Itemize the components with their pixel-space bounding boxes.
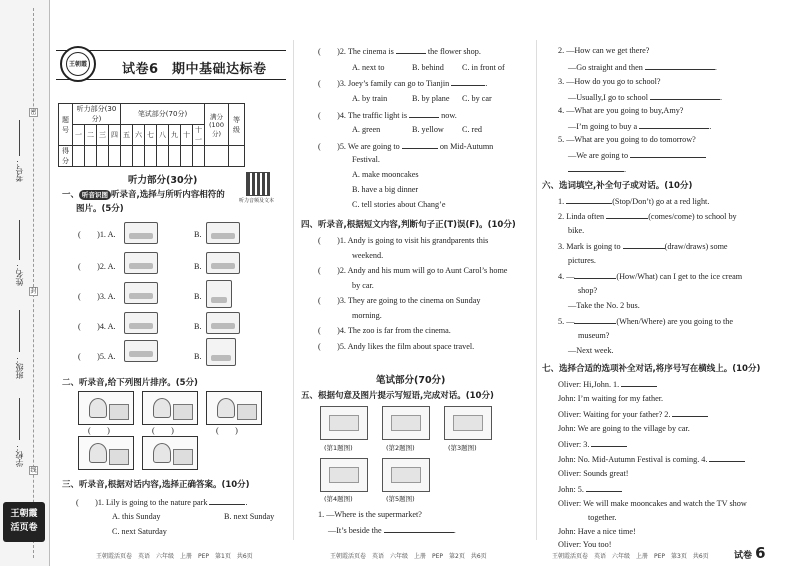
dialogue-line [558,379,657,390]
fill-question-cont: museum? [578,331,610,340]
listening-header: 听力部分(30分) [73,104,121,125]
dialogue-text: John: 5. [558,485,584,494]
taxi-icon [124,312,158,334]
score-cell[interactable] [109,146,121,167]
map-image [320,406,368,440]
section-4-title: 四、听录音,根据短文内容,判断句子正(T)误(F)。(10分) [301,220,516,230]
question [318,141,493,152]
dialogue-text: —It’s beside the [328,526,382,535]
option: B. yellow [412,125,444,134]
bookstore-icon [124,222,158,244]
dialogue-line: 5. —What are you going to do tomorrow? [558,135,696,144]
dialogue-line [558,439,627,450]
shopping-image [320,458,368,492]
brand-line: 活页卷 [10,523,38,533]
answer-blank[interactable] [384,525,454,533]
fill-question-cont: bike. [568,226,585,235]
col-number: 一 [73,125,85,146]
score-cell[interactable] [97,146,109,167]
question-text: 2. Linda often [558,212,605,221]
qr-code-icon[interactable] [246,172,270,196]
tf-question-cont: morning. [352,311,382,320]
page-footer: 王朝霞活页卷 英语 六年级 上册 PEP 第3页 共6页 [552,553,709,560]
option: A. this Sunday [112,512,161,521]
answer-blank[interactable] [209,497,245,505]
name-line [19,220,20,260]
fill-question [558,211,737,222]
section-number: 一、 [62,190,80,200]
dialogue-text: —We are going to [568,151,629,160]
book-icon [206,280,232,308]
tf-question-cont: weekend. [352,251,384,260]
answer-blank[interactable] [574,316,616,324]
section-7-title: 七、选择合适的选项补全对话,将序号写在横线上。(10分) [542,364,761,374]
boy-reading-icon [206,338,236,366]
dialogue-line: 1. —Where is the supermarket? [318,510,422,519]
answer-blank[interactable] [606,211,648,219]
score-cell[interactable] [169,146,181,167]
answer-blank[interactable] [623,241,665,249]
answer-blank[interactable] [645,62,715,70]
seal-mark: 密 [30,109,37,116]
question-cont: Festival. [352,155,380,164]
dialogue-line: 4. —What are you going to buy,Amy? [558,106,684,115]
dialogue-line [558,484,622,495]
answer-blank[interactable] [574,271,616,279]
fill-question [558,271,742,282]
question-text: 4. — [558,272,575,281]
qr-caption: 听力音频及文本 [239,198,275,204]
dialogue-text: Oliver: Waiting for your father? 2. [558,410,671,419]
section-text: 听录音,选择与所听内容相符的 [111,190,225,200]
cut-line [33,8,34,558]
writing-header: 笔试部分(70分) [121,104,205,125]
question-3-label: ( )3. A. [78,292,116,301]
badge-label: 试卷 [734,551,753,561]
dialogue-text: —Go straight and then [568,63,643,72]
image-caption: (第4题图) [324,495,353,503]
question-2-label: ( )2. A. [78,262,116,271]
page-footer: 王朝霞活页卷 英语 六年级 上册 PEP 第1页 共6页 [96,553,253,560]
answer-blank[interactable] [568,164,624,172]
seal-mark: 线 [30,467,37,474]
fill-question [558,241,728,252]
score-cell[interactable] [145,146,157,167]
question-text: (When/Where) are you going to the [616,317,733,326]
answer-blank[interactable] [396,46,426,54]
paper-number-badge [734,544,766,562]
answer-blank[interactable] [672,409,708,417]
image-caption: (第5题图) [386,495,415,503]
option: C. by car [462,94,492,103]
dialogue-text: Oliver: Hi,John. 1. [558,380,620,389]
answer-blank[interactable] [709,454,745,462]
answer-paren: ( ) [88,426,110,435]
brand-logo [3,502,45,542]
answer-blank[interactable] [402,141,438,149]
children-playing-icon [124,340,158,362]
tf-question: ( )5. Andy likes the film about space travel. [318,342,475,351]
logo-text: 王朝霞 [66,52,90,76]
writing-heading: 笔试部分(70分) [376,375,446,386]
fill-question-cont: shop? [578,286,598,295]
dialogue-line [568,150,706,161]
school-line [19,398,20,440]
fill-question-cont: —Take the No. 2 bus. [568,301,640,310]
binding-strip [0,0,50,566]
section-1-title-cont: 图片。(5分) [76,204,124,214]
building-image [142,436,198,470]
dialogue-line: —Go straight and then . [568,63,717,72]
question-text: the flower shop. [427,47,481,56]
dialogue-line [558,454,745,465]
dialogue-line: 2. —How can we get there? [558,46,650,55]
dialogue-line: —It’s beside the . [328,526,456,535]
image-caption: (第2题图) [386,444,415,452]
class-line [19,310,20,352]
score-table [58,103,245,167]
option: A. green [352,125,381,134]
train-icon [124,252,158,274]
dialogue-line: —Usually,I go to school . [568,93,723,102]
brand-line: 王朝霞 [10,509,38,519]
col-number: 六 [133,125,145,146]
grade-header: 等级 [229,104,245,146]
answer-blank[interactable] [566,196,612,204]
answer-blank[interactable] [650,92,720,100]
answer-paren: ( ) [152,426,174,435]
question-text: ( )5. We are going to [318,142,400,151]
answer-blank[interactable] [409,110,439,118]
option-b-label: B. [194,262,202,271]
option: B. behind [412,63,444,72]
tf-question-cont: by car. [352,281,374,290]
fill-question [558,316,733,327]
badge-number: 6 [755,544,766,562]
ship-icon [206,312,240,334]
score-cell[interactable] [205,146,229,167]
page-title: 试卷6 期中基础达标卷 [122,62,267,77]
option: C. next Saturday [112,527,167,536]
option: A. next to [352,63,385,72]
col-number: 五 [121,125,133,146]
score-cell[interactable] [133,146,145,167]
question-text: (draw/draws) some [664,242,728,251]
score-cell[interactable] [229,146,245,167]
section-6-title: 六、选词填空,补全句子或对话。(10分) [542,181,693,191]
dialogue-text: —Usually,I go to school [568,93,648,102]
question-text: ( )3. Joey’s family can go to Tianjin [318,79,450,88]
tf-question: ( )2. Andy and his mum will go to Aunt Carol’s home [318,266,508,275]
page-footer: 王朝霞活页卷 英语 六年级 上册 PEP 第2页 共6页 [330,553,487,560]
column-divider [536,40,537,540]
section-3-title: 三、听录音,根据对话内容,选择正确答案。(10分) [62,480,250,490]
activity-image [382,458,430,492]
listening-tag: 听音识图 [79,190,111,200]
section-2-title: 二、听录音,给下列图片排序。(5分) [62,378,198,388]
question-text: 3. Mark is going to [558,242,621,251]
score-cell[interactable] [121,146,133,167]
dialogue-line: Oliver: Sounds great! [558,469,629,478]
col-number: 三 [97,125,109,146]
option-b-label: B. [194,292,202,301]
question-text: now. [441,111,457,120]
dialogue-line: —I’m going to buy a . [568,122,712,131]
dialogue-line: 3. —How do you go to school? [558,77,661,86]
image-caption: (第3题图) [448,444,477,452]
direction-image [382,406,430,440]
question-text: ( )1. Lily is going to the nature park [76,498,208,507]
option: A. by train [352,94,388,103]
score-label: 得分 [59,146,73,167]
question-text: on Mid-Autumn [439,142,494,151]
question: ( )3. Joey’s family can go to Tianjin . [318,79,488,88]
seal-mark: 封 [30,288,37,295]
col-number: 四 [109,125,121,146]
answer-blank[interactable] [621,379,657,387]
option: C. red [462,125,483,134]
answer-blank[interactable] [451,78,485,86]
score-cell[interactable] [193,146,205,167]
dialogue-line: John: I’m waiting for my father. [558,394,664,403]
image-caption: (第1题图) [324,444,353,452]
dialogue-text: John: No. Mid-Autumn Festival is coming. 4. [558,455,708,464]
crossroad-image [78,436,134,470]
exam-number-label: 考号： [15,158,24,182]
answer-blank[interactable] [639,121,709,129]
fill-question-cont: pictures. [568,256,596,265]
dialogue-line: John: We are going to the village by car. [558,424,690,433]
answer-blank[interactable] [586,484,622,492]
question-text: (Stop/Don’t) go at a red light. [612,197,710,206]
hospital-icon [206,222,240,244]
col-number: 七 [145,125,157,146]
section-5-title: 五、根据句意及图片提示写短语,完成对话。(10分) [301,391,494,401]
dialogue-line: Oliver: You too! [558,540,612,549]
dialogue-line: . [568,164,626,175]
option: C. in front of [462,63,505,72]
col-number: 十 [181,125,193,146]
dialogue-line: Oliver: We will make mooncakes and watch the TV show [558,499,747,508]
plane-icon [206,252,240,274]
class-label: 班级： [15,355,24,379]
tf-question: ( )1. Andy is going to visit his grandparents this [318,236,489,245]
option: B. next Sunday [224,512,275,521]
option: B. have a big dinner [352,185,419,194]
answer-blank[interactable] [591,439,627,447]
fill-question: 1. (Stop/Don’t) go at a red light. [558,197,710,206]
question-text: 5. — [558,317,575,326]
image-3 [206,391,262,425]
question-1-label: ( )1. A. [78,230,116,239]
question-5-label: ( )5. A. [78,352,116,361]
tf-question: ( )4. The zoo is far from the cinema. [318,326,451,335]
col-number: 二 [85,125,97,146]
column-divider [293,40,294,540]
dialogue-line: John: Have a nice time! [558,527,636,536]
score-cell[interactable] [85,146,97,167]
question: ( )1. Lily is going to the nature park . [76,498,248,507]
score-cell[interactable] [181,146,193,167]
question [318,110,457,121]
full-score-header: 满分(100分) [205,104,229,146]
option-b-label: B. [194,352,202,361]
publisher-logo [60,46,96,82]
section-1-title [62,190,225,200]
school-label: 学校： [15,443,24,467]
question-text: (How/What) can I get to the ice cream [616,272,743,281]
name-label: 姓名： [15,262,24,286]
option: C. tell stories about Chang’e [352,200,446,209]
option-b-label: B. [194,230,202,239]
answer-blank[interactable] [630,150,706,158]
score-cell[interactable] [73,146,85,167]
image-2 [142,391,198,425]
question-4-label: ( )4. A. [78,322,116,331]
dialogue-line: together. [588,513,617,522]
image-1 [78,391,134,425]
option: A. make mooncakes [352,170,419,179]
row-header: 题号 [59,104,73,146]
postcard-icon [124,282,158,304]
score-cell[interactable] [157,146,169,167]
answer-paren: ( ) [216,426,238,435]
walking-image [444,406,492,440]
question-text: ( )2. The cinema is [318,47,394,56]
dialogue-text: Oliver: 3. [558,440,590,449]
question-text: (comes/come) to school by [648,212,737,221]
dialogue-line [558,409,708,420]
col-number: 十一 [193,125,205,146]
exam-number-line [19,120,20,156]
question [318,46,481,57]
tf-question: ( )3. They are going to the cinema on Sunday [318,296,481,305]
question-text: ( )4. The traffic light is [318,111,408,120]
dialogue-text: —I’m going to buy a [568,122,638,131]
fill-question-cont: —Next week. [568,346,614,355]
col-number: 九 [169,125,181,146]
option-b-label: B. [194,322,202,331]
col-number: 八 [157,125,169,146]
option: B. by plane [412,94,450,103]
listening-heading: 听力部分(30分) [128,175,198,186]
